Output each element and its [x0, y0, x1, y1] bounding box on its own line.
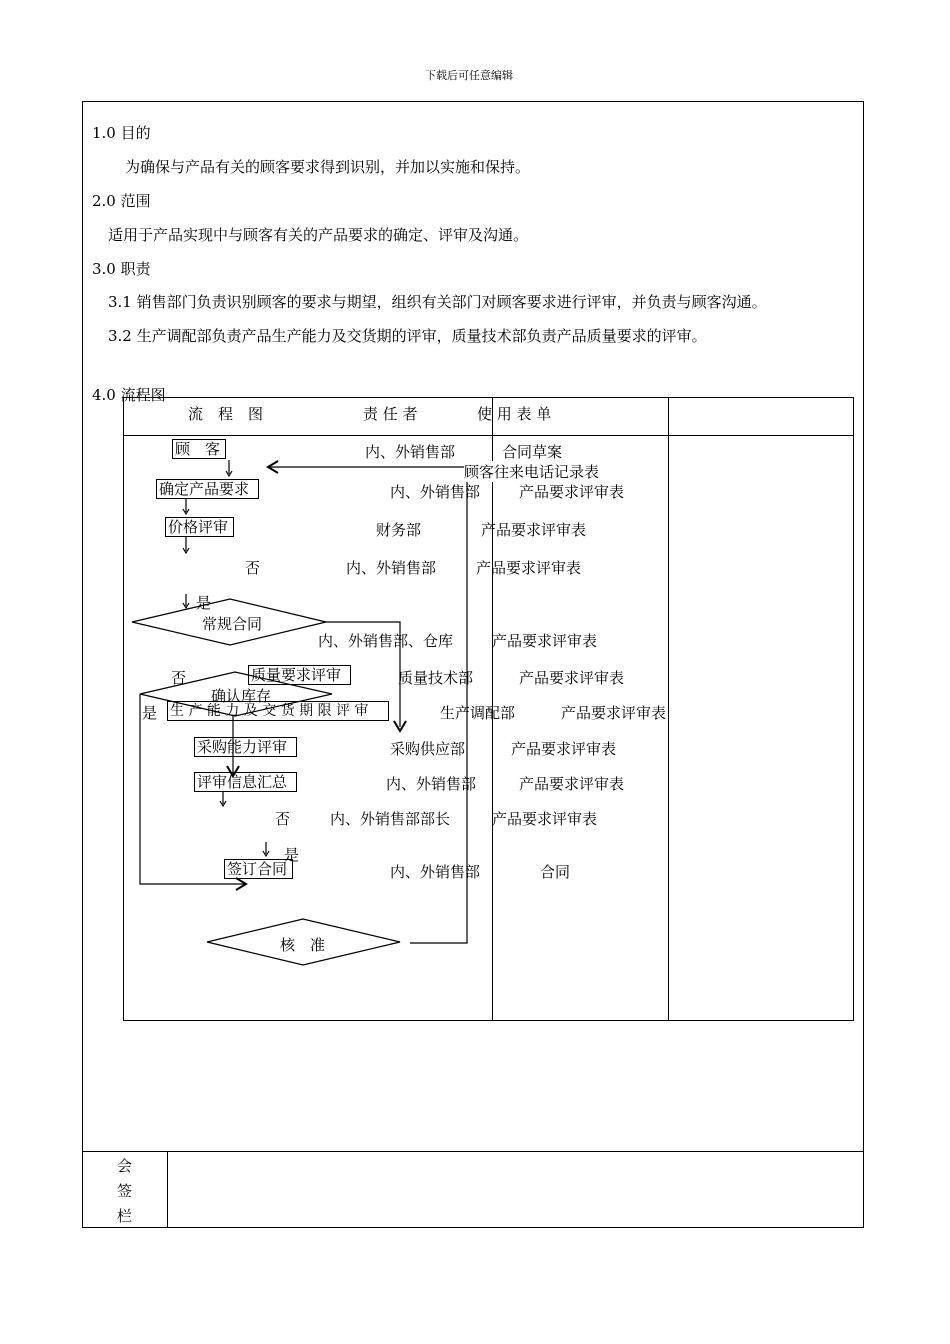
node-review-summary: 评审信息汇总 — [194, 772, 297, 792]
label-yes-stock: 是 — [142, 704, 158, 722]
form-row-7: 产品要求评审表 — [519, 669, 625, 687]
owner-row-8: 生产调配部 — [440, 704, 516, 722]
label-no-quality: 否 — [171, 669, 187, 687]
owner-row-5: 内、外销售部 — [346, 559, 437, 577]
node-confirm-stock: 确认库存 — [211, 687, 272, 705]
label-no-price: 否 — [245, 559, 261, 577]
label-yes-regular: 是 — [196, 594, 212, 612]
signoff-char-2: 签 — [117, 1182, 133, 1200]
section-3-item-2: 3.2 生产调配部负责产品生产能力及交货期的评审，质量技术部负责产品质量要求的评审。 — [108, 327, 707, 345]
form-row-8: 产品要求评审表 — [561, 704, 667, 722]
form-row-11: 产品要求评审表 — [492, 810, 598, 828]
section-1-body: 为确保与产品有关的顾客要求得到识别，并加以实施和保持。 — [125, 158, 531, 176]
node-customer: 顾 客 — [172, 439, 226, 459]
owner-row-7: 质量技术部 — [398, 669, 474, 687]
page-header: 下载后可任意编辑 — [425, 69, 513, 82]
owner-row-12: 内、外销售部 — [390, 863, 481, 881]
section-1-title: 1.0 目的 — [92, 124, 151, 142]
node-regular-contract: 常规合同 — [202, 615, 263, 633]
form-row-3: 产品要求评审表 — [519, 483, 625, 501]
owner-row-4: 财务部 — [376, 521, 422, 539]
label-yes-sign: 是 — [284, 846, 300, 864]
form-row-6: 产品要求评审表 — [492, 632, 598, 650]
node-define-requirement: 确定产品要求 — [156, 479, 259, 499]
owner-row-1: 内、外销售部 — [365, 443, 456, 461]
header-flowchart: 流 程 图 — [188, 405, 264, 423]
section-4-title: 4.0 流程图 — [92, 386, 166, 404]
form-row-1: 合同草案 — [502, 443, 563, 461]
form-row-10: 产品要求评审表 — [519, 775, 625, 793]
signoff-char-1: 会 — [117, 1157, 133, 1175]
node-sign-contract: 签订合同 — [224, 859, 293, 879]
owner-row-11: 内、外销售部部长 — [330, 810, 451, 828]
section-3-item-1: 3.1 销售部门负责识别顾客的要求与期望，组织有关部门对顾客要求进行评审，并负责与顾客沟通。 — [108, 293, 767, 311]
section-2-body: 适用于产品实现中与顾客有关的产品要求的确定、评审及沟通。 — [108, 226, 529, 244]
node-purchase-review: 采购能力评审 — [194, 737, 297, 757]
header-owner: 责 任 者 — [363, 405, 418, 423]
label-no-summary: 否 — [275, 810, 291, 828]
form-row-2: 顾客往来电话记录表 — [464, 463, 600, 481]
owner-row-10: 内、外销售部 — [386, 775, 477, 793]
node-approve: 核 准 — [280, 936, 326, 954]
header-forms: 使 用 表 单 — [477, 405, 552, 423]
section-3-title: 3.0 职责 — [92, 260, 151, 278]
owner-row-6: 内、外销售部、仓库 — [318, 632, 454, 650]
node-quality-review: 质量要求评审 — [248, 665, 351, 685]
owner-row-9: 采购供应部 — [390, 740, 466, 758]
form-row-4: 产品要求评审表 — [481, 521, 587, 539]
form-row-12: 合同 — [540, 863, 571, 881]
node-price-review: 价格评审 — [165, 517, 234, 537]
form-row-5: 产品要求评审表 — [476, 559, 582, 577]
node-capacity-review: 生 产 能 力 及 交 货 期 限 评 审 — [167, 701, 389, 721]
owner-row-3: 内、外销售部 — [390, 483, 481, 501]
form-row-9: 产品要求评审表 — [511, 740, 617, 758]
section-2-title: 2.0 范围 — [92, 192, 151, 210]
signoff-char-3: 栏 — [117, 1207, 133, 1225]
